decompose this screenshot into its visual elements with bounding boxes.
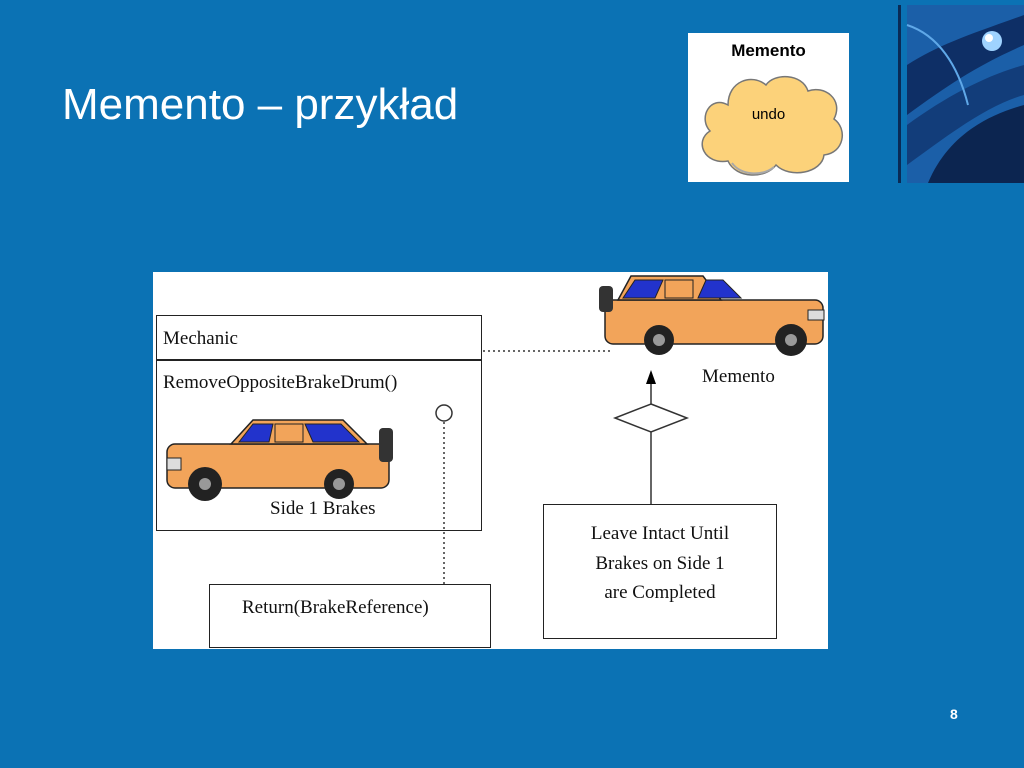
- memento-badge: [688, 33, 849, 182]
- mechanic-class-box: [156, 315, 482, 361]
- page-number: 8: [950, 706, 958, 722]
- badge-title: Memento: [731, 41, 806, 60]
- memento-caption: Memento: [702, 366, 775, 387]
- note-line-2: Brakes on Side 1: [595, 553, 725, 574]
- slide-title: Memento – przykład: [62, 80, 459, 129]
- return-label: Return(BrakeReference): [242, 597, 429, 618]
- cloud-label: undo: [751, 106, 786, 123]
- note-line-3: are Completed: [604, 582, 716, 603]
- note-line-1: Leave Intact Until: [590, 523, 730, 544]
- memento-car-image: [599, 276, 824, 356]
- memento-diagram: [153, 272, 828, 649]
- decorative-corner-image: [898, 5, 1024, 183]
- mechanic-class-name: Mechanic: [163, 328, 238, 349]
- side-brakes-caption: Side 1 Brakes: [270, 498, 376, 519]
- note-box: [543, 504, 777, 639]
- return-box: [209, 584, 491, 648]
- mechanic-method-name: RemoveOppositeBrakeDrum(): [163, 372, 398, 393]
- mechanic-method-box: [156, 359, 482, 531]
